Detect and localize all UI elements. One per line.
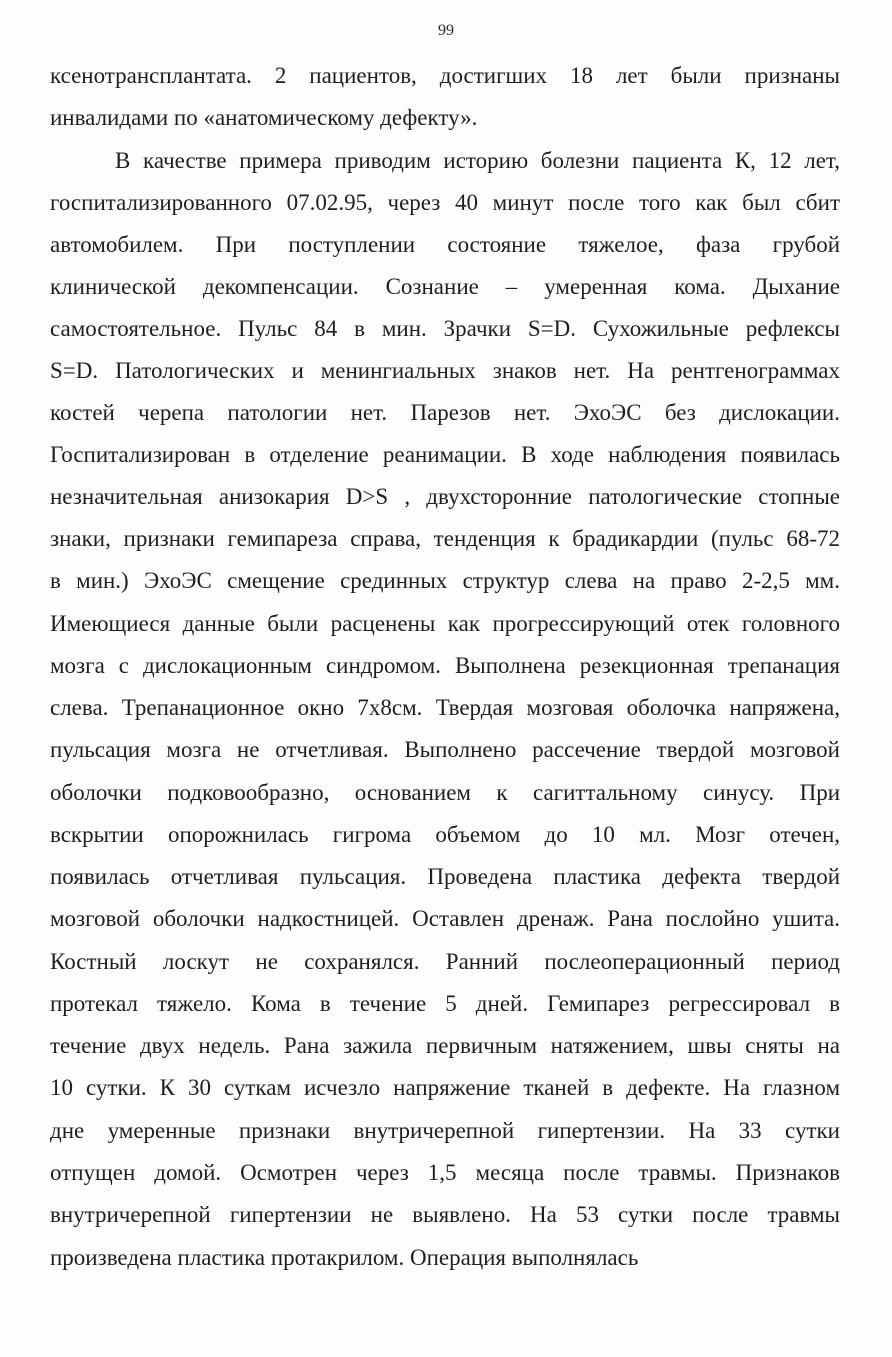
text-line: В качестве примера приводим историю болезни пациента К, 12 лет, — [115, 148, 840, 173]
text-line: госпитализированного 07.02.95, через 40 минут после того как был сбит — [50, 190, 840, 215]
text-line: пульсация мозга не отчетливая. Выполнено рассечение твердой мозговой — [50, 737, 840, 762]
text-line: S=D. Патологических и менингиальных знаков нет. На рентгенограммах — [50, 358, 840, 383]
text-line: течение двух недель. Рана зажила первичным натяжением, швы сняты на — [50, 1033, 840, 1058]
text-line: незначительная анизокария D>S , двухсторонние патологические стопные — [50, 484, 840, 509]
text-line: произведена пластика протакрилом. Операция выполнялась — [50, 1245, 639, 1270]
text-line: появилась отчетливая пульсация. Проведена пластика дефекта твердой — [50, 864, 840, 889]
text-line: дне умеренные признаки внутричерепной гипертензии. На 33 сутки — [50, 1118, 840, 1143]
text-line: инвалидами по «анатомическому дефекту». — [50, 105, 478, 130]
text-line: клинической декомпенсации. Сознание – умеренная кома. Дыхание — [50, 274, 840, 299]
text-line: ксенотрансплантата. 2 пациентов, достигших 18 лет были признаны — [50, 63, 840, 88]
text-line: протекал тяжело. Кома в течение 5 дней. Гемипарез регрессировал в — [50, 991, 840, 1016]
text-line: в мин.) ЭхоЭС смещение срединных структур слева на право 2-2,5 мм. — [50, 568, 840, 593]
text-line: автомобилем. При поступлении состояние тяжелое, фаза грубой — [50, 232, 840, 257]
page-number: 99 — [438, 22, 454, 39]
text-line: костей черепа патологии нет. Парезов нет. ЭхоЭС без дислокации. — [50, 400, 840, 425]
text-line: внутричерепной гипертензии не выявлено. На 53 сутки после травмы — [50, 1202, 840, 1227]
text-line: вскрытии опорожнилась гигрома объемом до 10 мл. Мозг отечен, — [50, 822, 840, 847]
text-line: Госпитализирован в отделение реанимации. В ходе наблюдения появилась — [50, 442, 840, 467]
text-line: отпущен домой. Осмотрен через 1,5 месяца после травмы. Признаков — [50, 1160, 840, 1185]
text-line: оболочки подковообразно, основанием к сагиттальному синусу. При — [50, 780, 840, 805]
text-line: мозга с дислокационным синдромом. Выполнена резекционная трепанация — [50, 653, 840, 678]
text-line: слева. Трепанационное окно 7х8см. Твердая мозговая оболочка напряжена, — [50, 695, 840, 720]
text-line: мозговой оболочки надкостницей. Оставлен дренаж. Рана послойно ушита. — [50, 906, 840, 931]
text-line: самостоятельное. Пульс 84 в мин. Зрачки S=D. Сухожильные рефлексы — [50, 316, 840, 341]
text-line: Имеющиеся данные были расценены как прогрессирующий отек головного — [50, 611, 840, 636]
text-line: Костный лоскут не сохранялся. Ранний послеоперационный период — [50, 949, 840, 974]
text-line: 10 сутки. К 30 суткам исчезло напряжение тканей в дефекте. На глазном — [50, 1075, 840, 1100]
text-line: знаки, признаки гемипареза справа, тенденция к брадикардии (пульс 68-72 — [50, 526, 840, 551]
